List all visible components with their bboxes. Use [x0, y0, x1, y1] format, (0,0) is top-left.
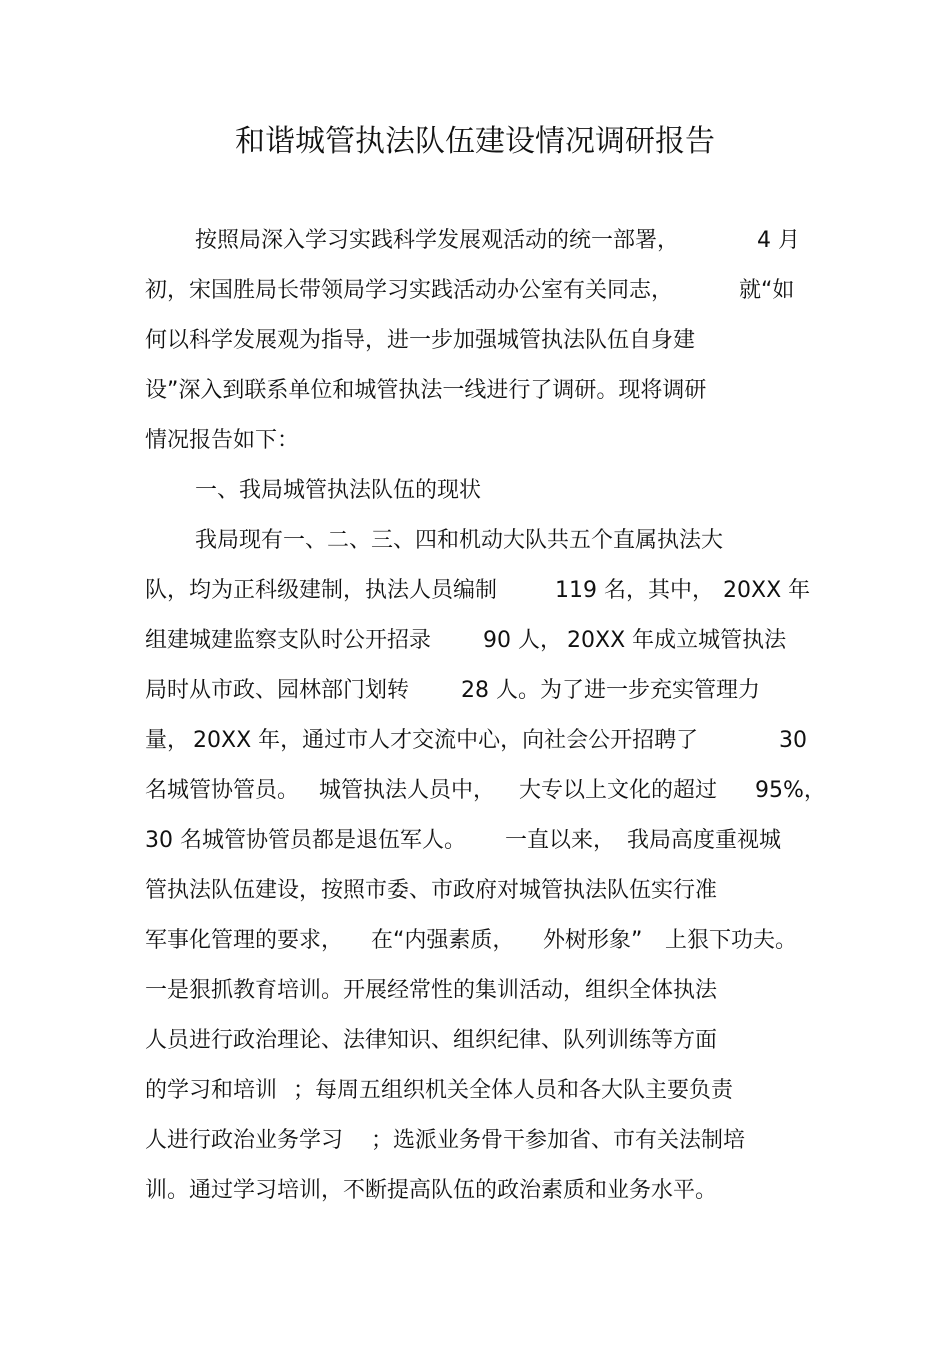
text-segment: 一是狠抓教育培训。开展经常性的集训活动，组织全体执法: [145, 978, 718, 1003]
text-segment: 城管执法人员中，: [319, 778, 496, 803]
text-segment: 上狠下功夫。: [665, 928, 798, 953]
text-segment: 外树形象”: [543, 928, 643, 953]
text-segment: 军事化管理的要求，: [145, 928, 344, 953]
text-segment: 情况报告如下：: [145, 428, 300, 453]
text-segment: 队，均为正科级建制，执法人员编制: [145, 578, 498, 603]
text-segment: 28 人。为了进一步充实管理力: [461, 678, 760, 703]
text-segment: 一直以来，: [505, 828, 616, 853]
text-segment: 4 月: [757, 228, 800, 253]
text-segment: 我局现有一、二、三、四和机动大队共五个直属执法大: [195, 528, 724, 553]
text-segment: 的学习和培训: [145, 1078, 278, 1103]
text-segment: 20XX 年: [723, 578, 811, 603]
document-title: 和谐城管执法队伍建设情况调研报告: [235, 124, 715, 159]
text-segment: 我局高度重视城: [627, 828, 782, 853]
text-segment: 20XX 年成立城管执法: [567, 628, 787, 653]
text-segment: 人进行政治业务学习: [145, 1128, 344, 1153]
text-segment: 设”深入到联系单位和城管执法一线进行了调研。现将调研: [145, 378, 707, 403]
text-segment: 就“如: [739, 278, 795, 303]
text-segment: 何以科学发展观为指导，进一步加强城管执法队伍自身建: [145, 328, 696, 353]
text-segment: 30 名城管协管员都是退伍军人。: [145, 828, 466, 853]
text-segment: 大专以上文化的超过: [519, 778, 718, 803]
text-segment: 30: [779, 728, 807, 753]
text-segment: 组建城建监察支队时公开招录: [145, 628, 432, 653]
text-segment: 名城管协管员。: [145, 778, 300, 803]
text-segment: 量，: [145, 728, 190, 753]
text-segment: 局时从市政、园林部门划转: [145, 678, 410, 703]
text-segment: 管执法队伍建设，按照市委、市政府对城管执法队伍实行准: [145, 878, 718, 903]
text-segment: 119 名，其中，: [555, 578, 714, 603]
text-segment: 在“内强素质，: [371, 928, 515, 953]
text-segment: 90 人，: [483, 628, 562, 653]
text-segment: 95%，: [755, 778, 826, 803]
text-segment: ；选派业务骨干参加省、市有关法制培: [371, 1128, 746, 1153]
text-segment: 按照局深入学习实践科学发展观活动的统一部署，: [195, 228, 680, 253]
text-segment: 人员进行政治理论、法律知识、组织纪律、队列训练等方面: [145, 1028, 718, 1053]
text-segment: 一、我局城管执法队伍的现状: [195, 478, 482, 503]
text-segment: ；每周五组织机关全体人员和各大队主要负责: [293, 1078, 734, 1103]
text-segment: 训。通过学习培训，不断提高队伍的政治素质和业务水平。: [145, 1178, 718, 1203]
text-segment: 20XX 年，通过市人才交流中心，向社会公开招聘了: [193, 728, 699, 753]
text-segment: 初，宋国胜局长带领局学习实践活动办公室有关同志，: [145, 278, 674, 303]
